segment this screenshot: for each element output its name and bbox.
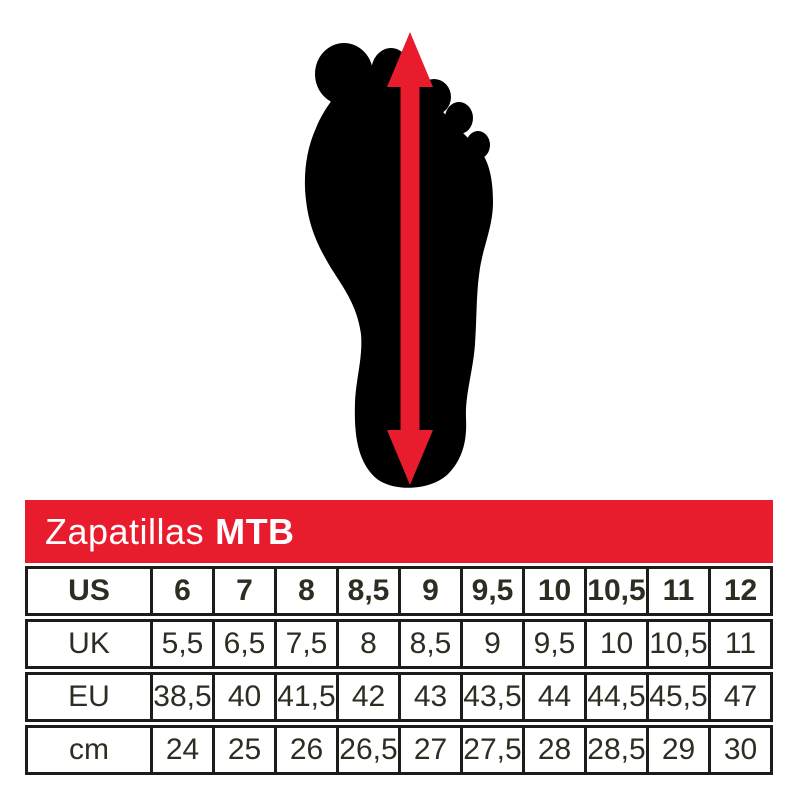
size-cell: 8 <box>274 569 336 613</box>
size-cell: 42 <box>336 675 398 719</box>
size-cell: 27,5 <box>460 728 522 772</box>
size-cell: 10 <box>522 569 584 613</box>
size-cell: 29 <box>646 728 708 772</box>
size-cell: 28,5 <box>584 728 646 772</box>
size-cell: 5,5 <box>150 622 212 666</box>
table-row-cm <box>25 725 773 775</box>
size-cell: 25 <box>212 728 274 772</box>
size-cell: 10,5 <box>584 569 646 613</box>
size-cell: 7,5 <box>274 622 336 666</box>
foot-silhouette <box>305 43 493 488</box>
size-cell: 6 <box>150 569 212 613</box>
size-cell: 11 <box>646 569 708 613</box>
size-cell: 9 <box>398 569 460 613</box>
size-cell: 28 <box>522 728 584 772</box>
row-header-uk: UK <box>68 627 110 660</box>
row-header-us: US <box>68 574 110 607</box>
table-row-us <box>25 566 773 616</box>
size-cell: 8,5 <box>398 622 460 666</box>
size-cell: 9 <box>460 622 522 666</box>
size-table <box>25 500 773 775</box>
size-cell: 41,5 <box>274 675 336 719</box>
size-cell: 43,5 <box>460 675 522 719</box>
row-header-cm: cm <box>69 733 109 766</box>
size-cell: 8,5 <box>336 569 398 613</box>
size-cell: 45,5 <box>646 675 708 719</box>
table-title: Zapatillas <box>45 510 205 552</box>
size-cell: 8 <box>336 622 398 666</box>
size-cell: 30 <box>708 728 770 772</box>
size-cell: 26,5 <box>336 728 398 772</box>
table-row-eu <box>25 672 773 722</box>
size-cell: 44,5 <box>584 675 646 719</box>
size-cell: 9,5 <box>522 622 584 666</box>
size-cell: 9,5 <box>460 569 522 613</box>
size-cell: 38,5 <box>150 675 212 719</box>
table-title-bold: MTB <box>215 510 295 552</box>
size-table-header <box>25 500 773 563</box>
size-cell: 27 <box>398 728 460 772</box>
size-cell: 44 <box>522 675 584 719</box>
size-cell: 6,5 <box>212 622 274 666</box>
size-cell: 43 <box>398 675 460 719</box>
size-cell: 7 <box>212 569 274 613</box>
size-cell: 40 <box>212 675 274 719</box>
size-cell: 26 <box>274 728 336 772</box>
size-cell: 24 <box>150 728 212 772</box>
size-cell: 10 <box>584 622 646 666</box>
size-cell: 11 <box>708 622 770 666</box>
size-cell: 10,5 <box>646 622 708 666</box>
row-header-eu: EU <box>68 680 110 713</box>
table-row-uk <box>25 619 773 669</box>
size-cell: 47 <box>708 675 770 719</box>
size-cell: 12 <box>708 569 770 613</box>
